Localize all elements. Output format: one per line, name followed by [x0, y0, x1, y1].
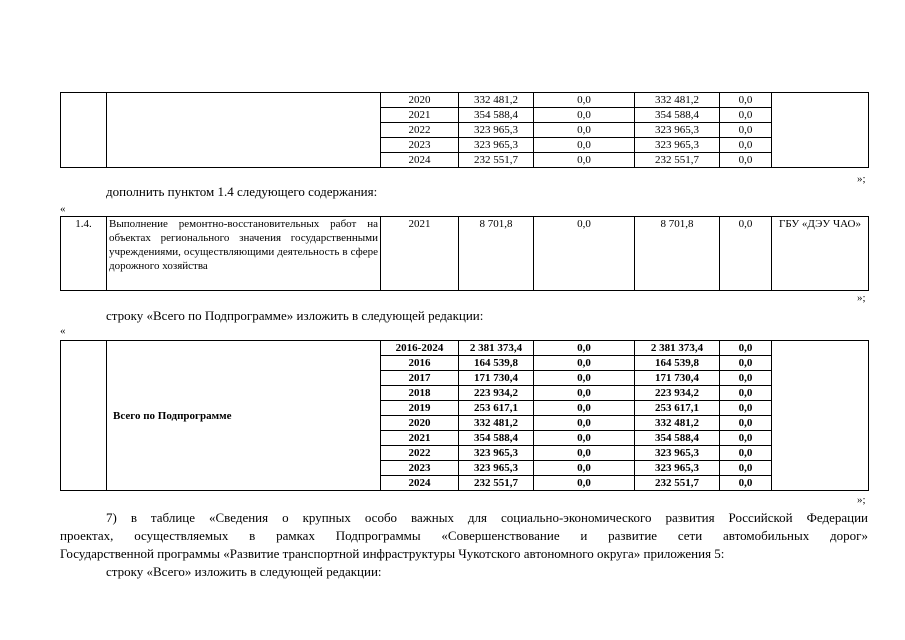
number-cell: [61, 93, 107, 168]
table-row: [61, 341, 869, 356]
close-quote-2: »;: [857, 292, 866, 304]
point-number: 1.4.: [61, 217, 107, 291]
col3-cell: 0,0: [720, 138, 772, 153]
col3-cell: 0,0: [720, 431, 772, 446]
col1-cell: 0,0: [534, 476, 635, 491]
paragraph-total-row: строку «Всего по Подпрограмме» изложить в следующей редакции:: [106, 308, 484, 323]
col2-cell: 354 588,4: [635, 431, 720, 446]
col2-cell: 354 588,4: [635, 108, 720, 123]
open-quote-2: «: [60, 325, 66, 337]
col2-cell: 2 381 373,4: [635, 341, 720, 356]
total-cell: 354 588,4: [459, 108, 534, 123]
total-cell: 323 965,3: [459, 138, 534, 153]
col1-cell: 0,0: [534, 401, 635, 416]
col2-cell: 253 617,1: [635, 401, 720, 416]
total-cell: 171 730,4: [459, 371, 534, 386]
point-col3: 0,0: [720, 217, 772, 291]
col1-cell: 0,0: [534, 123, 635, 138]
col3-cell: 0,0: [720, 401, 772, 416]
total-cell: 223 934,2: [459, 386, 534, 401]
total-cell: 253 617,1: [459, 401, 534, 416]
col3-cell: 0,0: [720, 108, 772, 123]
total-cell: 232 551,7: [459, 476, 534, 491]
paragraph-7-line-1: 7) в таблице «Сведения о крупных особо важных для социально-экономического развития Российской Федерации: [106, 510, 868, 525]
executor-cell: [772, 341, 869, 491]
open-quote-1: «: [60, 203, 66, 215]
year-cell: 2022: [381, 446, 459, 461]
year-cell: 2020: [381, 93, 459, 108]
col2-cell: 171 730,4: [635, 371, 720, 386]
year-cell: 2023: [381, 138, 459, 153]
executor-cell: [772, 93, 869, 168]
year-cell: 2020: [381, 416, 459, 431]
point-col2: 8 701,8: [635, 217, 720, 291]
col2-cell: 323 965,3: [635, 138, 720, 153]
col1-cell: 0,0: [534, 138, 635, 153]
col1-cell: 0,0: [534, 416, 635, 431]
col3-cell: 0,0: [720, 356, 772, 371]
col3-cell: 0,0: [720, 416, 772, 431]
total-cell: 232 551,7: [459, 153, 534, 168]
col2-cell: 323 965,3: [635, 461, 720, 476]
table-total: [60, 340, 869, 491]
total-label: Всего по Подпрограмме: [107, 341, 381, 491]
col2-cell: 332 481,2: [635, 93, 720, 108]
col3-cell: 0,0: [720, 153, 772, 168]
year-cell: 2021: [381, 108, 459, 123]
year-cell: 2018: [381, 386, 459, 401]
point-description: Выполнение ремонтно-восстановительных работ на объектах регионального значения государственными учреждениями, осуществляющими деятельность в сфере дорожного хозяйства: [107, 217, 381, 291]
col1-cell: 0,0: [534, 93, 635, 108]
year-cell: 2024: [381, 476, 459, 491]
col2-cell: 332 481,2: [635, 416, 720, 431]
number-cell: [61, 341, 107, 491]
year-cell: 2016-2024: [381, 341, 459, 356]
point-executor: ГБУ «ДЭУ ЧАО»: [772, 217, 869, 291]
year-cell: 2019: [381, 401, 459, 416]
col1-cell: 0,0: [534, 356, 635, 371]
col3-cell: 0,0: [720, 123, 772, 138]
col3-cell: 0,0: [720, 476, 772, 491]
col2-cell: 223 934,2: [635, 386, 720, 401]
total-cell: 332 481,2: [459, 93, 534, 108]
paragraph-7-line-3: Государственной программы «Развитие транспортной инфраструктуры Чукотского автономного округа» приложения 5:: [60, 546, 725, 561]
col1-cell: 0,0: [534, 108, 635, 123]
table-point-1-4: [60, 216, 869, 291]
paragraph-add-point: дополнить пунктом 1.4 следующего содержания:: [106, 184, 378, 199]
col2-cell: 232 551,7: [635, 153, 720, 168]
year-cell: 2016: [381, 356, 459, 371]
description-cell: [107, 93, 381, 168]
table-top: [60, 92, 869, 168]
col3-cell: 0,0: [720, 371, 772, 386]
col1-cell: 0,0: [534, 341, 635, 356]
col1-cell: 0,0: [534, 461, 635, 476]
col1-cell: 0,0: [534, 153, 635, 168]
year-cell: 2022: [381, 123, 459, 138]
col2-cell: 323 965,3: [635, 446, 720, 461]
paragraph-total-string: строку «Всего» изложить в следующей редакции:: [106, 564, 382, 579]
col2-cell: 232 551,7: [635, 476, 720, 491]
close-quote-1: »;: [857, 173, 866, 185]
year-cell: 2023: [381, 461, 459, 476]
col2-cell: 164 539,8: [635, 356, 720, 371]
table-row: [61, 217, 869, 291]
year-cell: 2024: [381, 153, 459, 168]
col3-cell: 0,0: [720, 386, 772, 401]
point-col1: 0,0: [534, 217, 635, 291]
point-year: 2021: [381, 217, 459, 291]
total-cell: 323 965,3: [459, 461, 534, 476]
year-cell: 2017: [381, 371, 459, 386]
paragraph-7-line-2: проектах, осуществляемых в рамках Подпрограммы «Совершенствование и развитие сети автомобильных дорог»: [60, 528, 868, 543]
col3-cell: 0,0: [720, 341, 772, 356]
total-cell: 164 539,8: [459, 356, 534, 371]
year-cell: 2021: [381, 431, 459, 446]
total-cell: 2 381 373,4: [459, 341, 534, 356]
total-cell: 354 588,4: [459, 431, 534, 446]
col1-cell: 0,0: [534, 371, 635, 386]
col3-cell: 0,0: [720, 446, 772, 461]
close-quote-3: »;: [857, 494, 866, 506]
col3-cell: 0,0: [720, 93, 772, 108]
total-cell: 332 481,2: [459, 416, 534, 431]
col1-cell: 0,0: [534, 386, 635, 401]
col1-cell: 0,0: [534, 431, 635, 446]
col2-cell: 323 965,3: [635, 123, 720, 138]
col1-cell: 0,0: [534, 446, 635, 461]
total-cell: 323 965,3: [459, 123, 534, 138]
col3-cell: 0,0: [720, 461, 772, 476]
point-total: 8 701,8: [459, 217, 534, 291]
total-cell: 323 965,3: [459, 446, 534, 461]
table-row: [61, 93, 869, 108]
